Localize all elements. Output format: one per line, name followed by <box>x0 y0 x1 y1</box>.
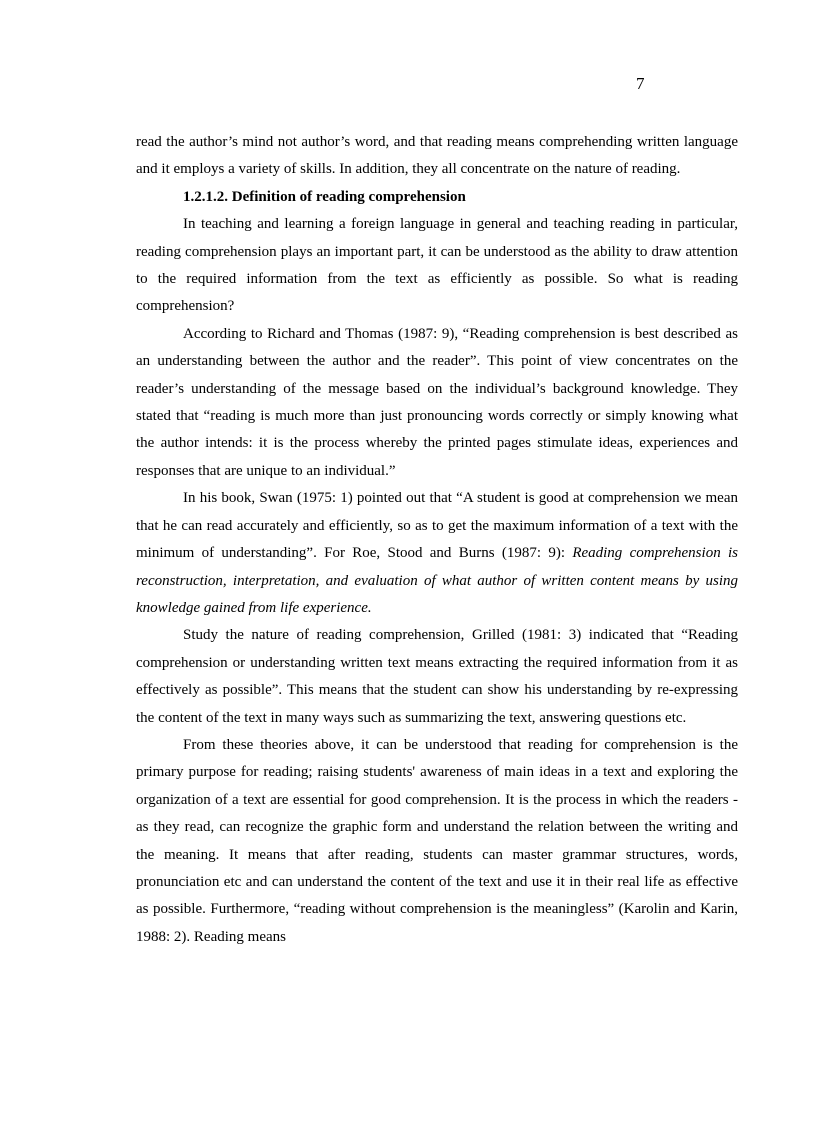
paragraph-theories: From these theories above, it can be understood that reading for comprehension is the primary purpose for reading; raising students' awareness of main ideas in a text and exploring the organization of a text are essential for good comprehension. It is the process in which the readers - as they read, can recognize the graphic form and understand the relation between the writing and the meaning. It means that after reading, students can master grammar structures, words, pronunciation etc and can understand the content of the text and use it in their real life as effective as possible. Furthermore, “reading without comprehension is the meaningless” (Karolin and Karin, 1988: 2). Reading means <box>136 736 738 945</box>
document-body <box>136 129 738 951</box>
paragraph-continuation: read the author’s mind not author’s word, and that reading means comprehending written language and it employs a variety of skills. In addition, they all concentrate on the nature of reading. <box>136 134 738 178</box>
italic-definition: Reading comprehension is reconstruction, interpretation, and evaluation of what author of written content means by using knowledge gained from life experience. <box>136 545 738 616</box>
paragraph-teaching-reading: In teaching and learning a foreign language in general and teaching reading in particular, reading comprehension plays an important part, it can be understood as the ability to draw attention to the required information from the text as efficiently as possible. So what is reading comprehension? <box>136 216 738 315</box>
page-number: 7 <box>636 74 645 93</box>
paragraph-swan <box>136 485 738 622</box>
section-heading: 1.2.1.2. Definition of reading comprehension <box>183 188 466 205</box>
paragraph-richard-thomas: According to Richard and Thomas (1987: 9), “Reading comprehension is best described as an understanding between the author and the reader”. This point of view concentrates on the reader’s understanding of the message based on the individual’s background knowledge. They stated that “reading is much more than just pronouncing words correctly or simply knowing what the author intends: it is the process whereby the printed pages stimulate ideas, experiences and responses that are unique to an individual.” <box>136 325 738 479</box>
paragraph-swan-text: In his book, Swan (1975: 1) pointed out that “A student is good at comprehension we mean that he can read accurately and efficiently, so as to get the maximum information of a text with the minimum of understanding”. For Roe, Stood and Burns (1987: 9): <box>136 490 738 562</box>
paragraph-grilled: Study the nature of reading comprehension, Grilled (1981: 3) indicated that “Reading comprehension or understanding written text means extracting the required information from it as effectively as possible”. This means that the student can show his understanding by re-expressing the content of the text in many ways such as summarizing the text, answering questions etc. <box>136 627 738 726</box>
